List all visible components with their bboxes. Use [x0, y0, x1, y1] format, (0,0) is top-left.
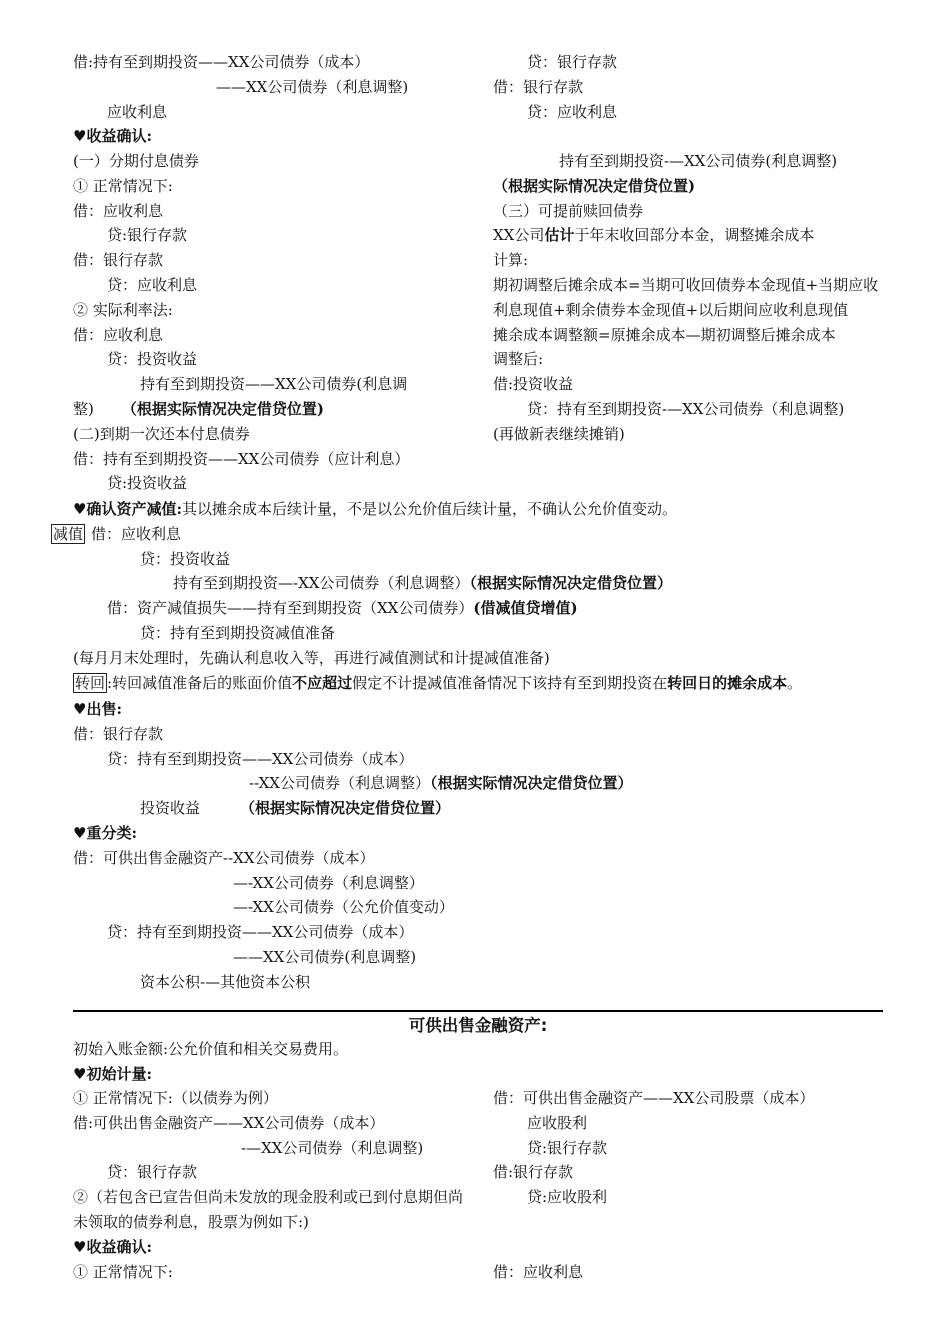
- afs-income-right: [493, 1260, 883, 1285]
- entry-line: 借：应收利息: [73, 201, 164, 220]
- entry-line: 借：银行存款: [73, 724, 164, 743]
- entry-text: :转回减值准备后的账面价值: [107, 673, 293, 692]
- entry-line: 借：银行存款: [493, 77, 584, 96]
- reclass-heading: ♥重分类:: [73, 824, 137, 842]
- position-note: （根据实际情况决定借贷位置）: [240, 799, 451, 818]
- entry-line: [51, 522, 883, 547]
- entry-line: 资本公积-—其他资本公积: [140, 972, 311, 991]
- entry-line: 贷:应收股利: [527, 1188, 608, 1207]
- afs-left-column: [73, 1086, 473, 1235]
- entry-line: 贷：应收利息: [527, 102, 618, 121]
- entry-line: ——XX公司债券(利息调整): [233, 947, 417, 966]
- entry-line: 计算:: [493, 251, 529, 270]
- entry-line: (一）分期付息债券: [73, 152, 199, 170]
- entry-line: ——XX公司债券（利息调整): [216, 77, 409, 96]
- entry-line: [73, 796, 883, 821]
- entry-text: 。: [787, 673, 803, 692]
- entry-line: ① 正常情况下:: [73, 1263, 173, 1281]
- entry-text: 于年末收回部分本金，调整摊余成本: [574, 226, 815, 245]
- impairment-heading: ♥确认资产减值:: [73, 500, 182, 518]
- position-note: (借减值贷增值): [473, 599, 578, 618]
- entry-line: (再做新表继续摊销): [493, 424, 625, 443]
- entry-line: 借：应收利息: [493, 1263, 584, 1281]
- entry-line: 贷：持有至到期投资减值准备: [140, 623, 336, 642]
- entry-line: ②（若包含已宣告但尚未发放的现金股利或已到付息期但尚未领取的债券利息，股票为例如下:): [73, 1188, 464, 1231]
- entry-line: 贷：持有至到期投资——XX公司债券（成本）: [107, 749, 414, 768]
- initial-amount: 初始入账金额:公允价值和相关交易费用。: [73, 1040, 349, 1058]
- entry-text: XX公司: [493, 226, 545, 245]
- entry-line: ① 正常情况下:: [73, 176, 173, 195]
- afs-title: 可供出售金融资产:: [408, 1016, 548, 1035]
- entry-line: 贷：投资收益: [107, 350, 198, 369]
- entry-line: 借:投资收益: [493, 375, 574, 394]
- entry-line: [493, 223, 883, 248]
- entry-line: ② 实际利率法:: [73, 300, 173, 319]
- entry-line: ① 正常情况下:（以债券为例）: [73, 1089, 278, 1107]
- entry-line: 应收股利: [527, 1113, 588, 1132]
- top-left-entries: [73, 50, 473, 124]
- afs-income: [73, 1235, 883, 1260]
- entry-text: 借：资产减值损失——持有至到期投资（XX公司债券）: [107, 599, 474, 618]
- entry-line: —-XX公司债券（公允价值变动）: [233, 898, 454, 917]
- initial-heading: ♥初始计量:: [73, 1064, 152, 1083]
- entry-line: 贷：投资收益: [140, 549, 231, 568]
- entry-line: 贷:银行存款: [527, 1138, 608, 1157]
- afs-income-heading: ♥收益确认:: [73, 1238, 152, 1256]
- position-note: （根据实际情况决定借贷位置）: [429, 774, 633, 793]
- impairment-section: [53, 497, 883, 695]
- position-note: （根据实际情况决定借贷位置）: [469, 574, 672, 593]
- reverse-line: [73, 671, 883, 696]
- reclass-section: [73, 821, 883, 995]
- entry-line: [73, 596, 883, 621]
- position-note: （根据实际情况决定借贷位置): [121, 399, 324, 418]
- entry-line: 贷：银行存款: [527, 53, 618, 71]
- entry-text: 整): [73, 399, 94, 418]
- entry-line: [73, 771, 883, 796]
- entry-line: 调整后:: [493, 350, 544, 369]
- entry-line: 持有至到期投资——XX公司债券(利息调: [140, 375, 408, 394]
- entry-line: (每月月末处理时，先确认利息收入等，再进行减值测试和计提减值准备): [73, 648, 550, 667]
- formula-text: 期初调整后摊余成本=当期可收回债券本金现值+当期应收利息现值+剩余债券本金现值+以后期间应收利息现值: [493, 275, 879, 319]
- entry-line: 借：可供出售金融资产——XX公司股票（成本）: [493, 1089, 815, 1107]
- emphasis-text: 估计: [544, 226, 575, 245]
- entry-text: 借：应收利息: [91, 524, 182, 543]
- entry-text: 投资收益: [140, 799, 201, 818]
- reverse-box-label: 转回: [75, 673, 106, 692]
- entry-line: 贷：持有至到期投资——XX公司债券（成本）: [107, 923, 414, 942]
- entry-line: [73, 397, 473, 422]
- entry-line: 借:可供出售金融资产——XX公司债券（成本）: [73, 1113, 385, 1132]
- entry-line: 借:银行存款: [493, 1163, 574, 1182]
- section-divider: [73, 1010, 883, 1012]
- entry-line: [73, 571, 883, 596]
- entry-line: 贷:投资收益: [107, 474, 188, 493]
- impairment-box-label: 减值: [53, 524, 84, 543]
- entry-line: 贷:银行存款: [107, 226, 188, 245]
- entry-line: -—XX公司债券（利息调整): [241, 1138, 424, 1157]
- entry-text: 持有至到期投资—-XX公司债券（利息调整）: [173, 574, 470, 593]
- impairment-note: 其以摊余成本后续计量，不是以公允价值后续计量，不确认公允价值变动。: [182, 500, 678, 518]
- emphasis-text: 转回日的摊余成本: [667, 673, 788, 692]
- income-left-column: [73, 149, 473, 496]
- entry-text: 假定不计提减值准备情况下该持有至到期投资在: [352, 673, 668, 692]
- entry-line: 借：持有至到期投资——XX公司债券（应计利息）: [73, 449, 410, 468]
- entry-line: —-XX公司债券（利息调整）: [233, 873, 424, 892]
- sale-heading: ♥出售:: [73, 700, 122, 718]
- income-right-column: [493, 149, 883, 447]
- entry-line: （三）可提前赎回债券: [493, 201, 644, 220]
- formula-text: 摊余成本调整额=原摊余成本—期初调整后摊余成本: [493, 325, 836, 344]
- entry-line: 应收利息: [107, 102, 168, 121]
- position-note: （根据实际情况决定借贷位置): [493, 176, 696, 195]
- afs-income-left: [73, 1260, 473, 1285]
- entry-line: 借:持有至到期投资——XX公司债券（成本）: [73, 53, 370, 71]
- afs-right-column: [493, 1086, 883, 1210]
- income-heading: ♥收益确认:: [73, 127, 152, 145]
- entry-line: (二)到期一次还本付息债券: [73, 424, 250, 443]
- entry-line: 借：可供出售金融资产--XX公司债券（成本）: [73, 848, 375, 867]
- entry-line: 借：银行存款: [73, 251, 164, 270]
- top-right-entries: [493, 50, 883, 124]
- entry-text: --XX公司债券（利息调整）: [249, 774, 430, 793]
- sale-section: [73, 697, 883, 821]
- emphasis-text: 不应超过: [292, 673, 353, 692]
- impairment-heading-line: [73, 497, 883, 522]
- afs-intro: [73, 1037, 883, 1087]
- entry-line: 贷：持有至到期投资-—XX公司债券（利息调整): [527, 399, 845, 418]
- entry-line: 借：应收利息: [73, 325, 164, 344]
- entry-line: 贷：银行存款: [107, 1163, 198, 1182]
- entry-line: 贷：应收利息: [107, 275, 198, 294]
- entry-line: 持有至到期投资-—XX公司债券(利息调整): [559, 152, 838, 170]
